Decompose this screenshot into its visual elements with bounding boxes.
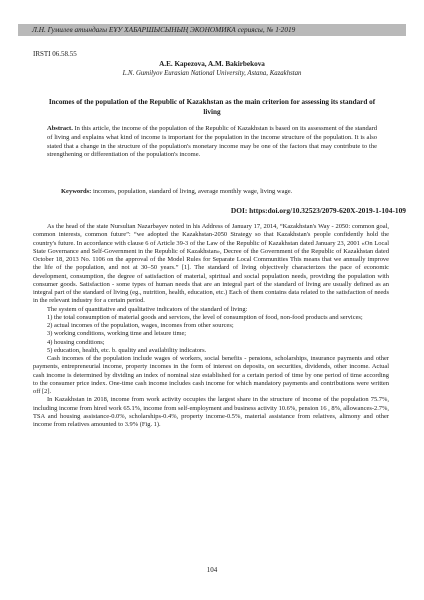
affiliation: L.N. Gumilyov Eurasian National University, Astana, Kazakhstan bbox=[122, 70, 302, 77]
running-header: Л.Н. Гумилев атындағы ЕҰУ ХАБАРШЫСЫНЫҢ ЭКОНОМИКА сериясы, № 1·2019 bbox=[18, 24, 406, 36]
body-text bbox=[33, 223, 389, 429]
doi-link[interactable]: DOI: https:doi.org/10.32523/2079-620X-2019-1-104-109 bbox=[230, 206, 406, 215]
list-item: 3) working conditions, working time and leisure time; bbox=[47, 330, 187, 338]
authors: A.E. Kapezova, A.M. Bakirbekova bbox=[159, 60, 265, 68]
keywords-text: incomes, population, standard of living, average monthly wage, living wage. bbox=[91, 188, 293, 195]
list-item: 5) education, health, etc. b. quality and availability indicators. bbox=[47, 346, 207, 354]
list-item: 1) the total consumption of material goods and services, the level of consumption of food, non-food products and services; bbox=[47, 313, 363, 321]
list-item: 2) actual incomes of the population, wages, incomes from other sources; bbox=[47, 322, 234, 329]
paragraph: As the head of the state Nursultan Nazarbayev noted in his Address of January 17, 2014, “Kazakhstan's Way - 2050: common goal, common interests, common future”: “we adopted the Kazakhstan-2050 Strategy so that Kazakhstan's people confidently hold the country's future. In accordance with clause 6 of Article 39-3 of the Law of the Republic of Kazakhstan dated January 23, 2001 «On Local State Governance and Self-Government in the Republic of Kazakhstan», Decree of the Government of the Republic of Kazakhstan dated October 18, 2013 No. 1106 on the approval of the Model Rules for Separate Local Communities This means that we annually improve the life of the population, and not at 30–50 years.” [1]. The standard of living objectively characterizes the pace of economic development, consumption, the degree of satisfaction of material, spiritual and social population needs, providing the population with consumer goods. Satisfaction - some types of human needs that are an integral part of the standard of living are usually defined as an integral part of the standard of living (eg., nutrition, health, education, etc.) Each of them contains data related to the satisfaction of needs in the relevant industry for a certain period. bbox=[33, 223, 389, 305]
article-title: Incomes of the population of the Republic of Kazakhstan as the main criterion for assessing its standard of living bbox=[48, 98, 376, 116]
paragraph: Cash incomes of the population include wages of workers, social benefits - pensions, scholarships, insurance payments and other payments, entrepreneurial income, property incomes in the form of interest on deposits, on securities, dividends, other income. Actual cash income is determined by dividing an index of nominal size established for a certain period of time by one period of time according to the consumer price index. One-time cash income includes cash income for which mandatory payments and contributions were written off [2]. bbox=[33, 355, 389, 395]
abstract bbox=[47, 125, 377, 160]
paragraph: In Kazakhstan in 2018, income from work activity occupies the largest share in the structure of income of the population 75.7%, including income from hired work 65.1%, income from self-employment and business activity 10.6%, pension 16 , 8%, allowances-2.7%, TSA and housing assistance-0.0%, scholarships-0.4%, property income-0.5%, material assistance from relatives, alimony and other income from relatives amounted to 3.9% (Fig. 1). bbox=[33, 396, 389, 428]
page-number: 104 bbox=[206, 566, 218, 574]
list-item: 4) housing conditions; bbox=[47, 338, 105, 346]
keywords bbox=[47, 188, 377, 197]
paragraph: The system of quantitative and qualitative indicators of the standard of living: bbox=[47, 305, 248, 313]
irsti-code: IRSTI 06.58.55 bbox=[33, 50, 77, 58]
abstract-label: Abstract. bbox=[47, 125, 73, 132]
abstract-text: In this article, the income of the population of the Republic of Kazakhstan is based on its assessment of the standard of living and explains what kind of income is important for the population in the income structure of the population. It is also stated that a change in the structure of the population's monetary income may be one of the factors that may contribute to the strengthening or differentiation of the population's income. bbox=[47, 125, 377, 159]
keywords-label: Keywords: bbox=[61, 188, 92, 195]
